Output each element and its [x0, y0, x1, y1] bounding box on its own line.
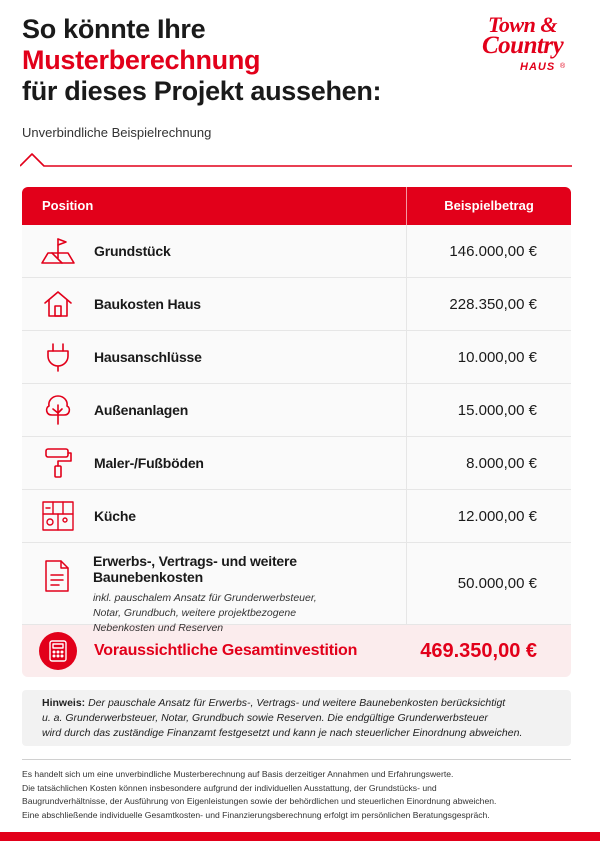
headline [22, 14, 381, 107]
row-amount: 8.000,00 € [466, 454, 537, 472]
roof-divider-icon [20, 146, 572, 172]
total-amount: 469.350,00 € [420, 639, 537, 662]
headline-line-3: für dieses Projekt aussehen: [22, 76, 382, 106]
footer-line: Es handelt sich um eine unverbindliche Musterberechnung auf Basis derzeitiger Annahmen und Erfahrungswerte. [22, 769, 454, 779]
row-label: Erwerbs-, Vertrags- und weitere Baunebenkosten [92, 553, 297, 585]
document-icon [22, 553, 93, 593]
table-row [22, 543, 571, 634]
footer-disclaimer [22, 768, 578, 822]
table-header [22, 187, 571, 225]
row-label: Küche [94, 508, 136, 524]
row-label: Außenanlagen [94, 402, 189, 418]
headline-line-2: Musterberechnung [22, 45, 261, 75]
paint-roller-icon [22, 446, 94, 480]
row-amount: 146.000,00 € [449, 242, 537, 260]
table-row [22, 278, 571, 331]
cost-table [22, 187, 571, 677]
total-row [22, 625, 571, 677]
logo-line-1: Town & [488, 12, 557, 37]
row-amount: 15.000,00 € [457, 401, 537, 419]
row-amount: 10.000,00 € [457, 348, 537, 366]
table-row [22, 490, 571, 543]
row-amount: 50.000,00 € [457, 575, 537, 592]
headline-line-1: So könnte Ihre [22, 14, 206, 44]
brand-logo [480, 12, 580, 82]
logo-line-3: HAUS [520, 61, 556, 73]
row-note-line: inkl. pauschalem Ansatz für Grunderwerbsteuer, [92, 592, 317, 604]
registered-mark: ® [560, 63, 566, 70]
hint-line: wird durch das zuständige Finanzamt festgesetzt und kann je nach steuerlicher Einordnung abweichen. [42, 727, 523, 739]
row-label: Hausanschlüsse [94, 349, 202, 365]
footer-line: Die tatsächlichen Kosten können insbesondere aufgrund der individuellen Ausstattung, der Grundstücks- und [22, 782, 437, 793]
table-row [22, 384, 571, 437]
bottom-accent-bar [0, 832, 600, 841]
table-row [22, 437, 571, 490]
row-label: Maler-/Fußböden [94, 455, 204, 471]
row-label: Baukosten Haus [94, 296, 201, 312]
calculator-icon [22, 632, 94, 670]
hint-line: u. a. Grunderwerbsteuer, Notar, Grundbuch sowie Reserven. Die endgültige Grunderwerbsteuer [42, 712, 488, 724]
divider [22, 759, 571, 760]
row-amount: 228.350,00 € [449, 295, 537, 313]
hint-box [22, 690, 571, 746]
plug-icon [22, 341, 94, 373]
logo-line-2: Country [482, 32, 564, 59]
total-label: Voraussichtliche Gesamtinvestition [94, 642, 358, 659]
subtitle: Unverbindliche Beispielrechnung [22, 125, 212, 140]
hint-line: Der pauschale Ansatz für Erwerbs-, Vertrags- und weitere Baunebenkosten berücksichtigt [88, 697, 506, 709]
row-note-line: Notar, Grundbuch, weitere projektbezogene [92, 607, 297, 619]
table-row [22, 225, 571, 278]
column-amount: Beispielbetrag [444, 198, 534, 213]
footer-line: Eine abschließende individuelle Gesamtkosten- und Finanzierungsberechnung erfolgt im persönlichen Beratungsgespräch. [22, 809, 490, 820]
row-label: Grundstück [94, 243, 171, 259]
plot-flag-icon [22, 235, 94, 267]
row-note-line: Nebenkosten und Reserven [92, 622, 224, 634]
tree-icon [22, 393, 94, 427]
footer-line: Baugrundverhältnisse, der Ausführung von Eigenleistungen sowie der behördlichen und steuerlichen Einordnung abweichen. [22, 796, 497, 807]
column-position: Position [22, 187, 407, 225]
hint-title: Hinweis: [42, 697, 86, 709]
row-amount: 12.000,00 € [457, 507, 537, 525]
kitchen-icon [22, 500, 94, 532]
table-row [22, 331, 571, 384]
house-icon [22, 288, 94, 320]
